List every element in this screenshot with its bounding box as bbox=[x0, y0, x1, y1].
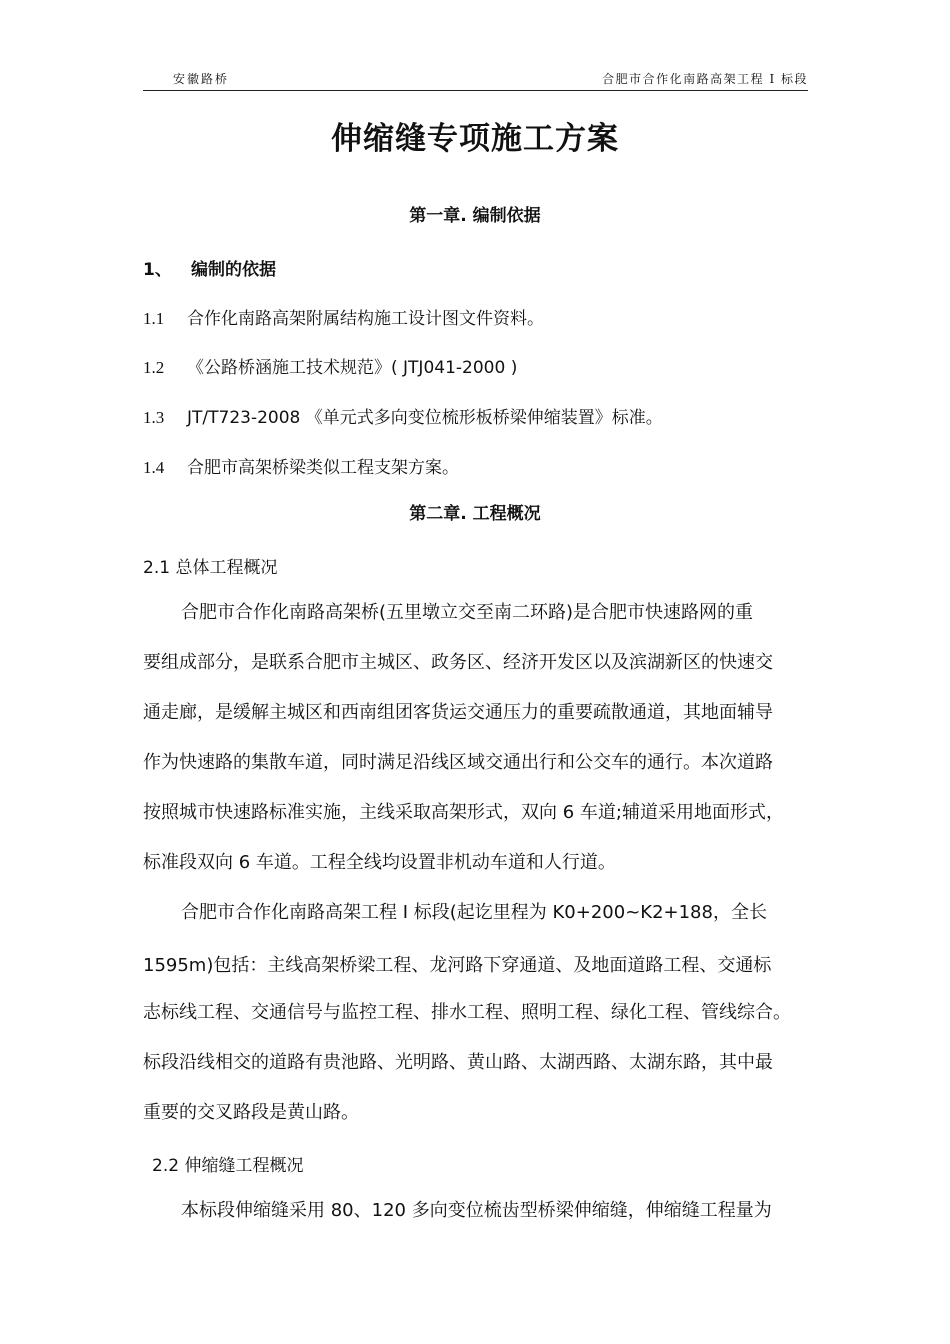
basis-item-number: 1.1 bbox=[143, 309, 165, 328]
paragraph-line: 按照城市快速路标准实施，主线采取高架形式，双向 6 车道;辅道采用地面形式， bbox=[143, 802, 784, 823]
basis-item bbox=[143, 353, 517, 378]
paragraph-line: 要组成部分，是联系合肥市主城区、政务区、经济开发区以及滨湖新区的快速交 bbox=[143, 652, 773, 673]
basis-item-text: 合作化南路高架附属结构施工设计图文件资料。 bbox=[187, 309, 544, 329]
section-1-title: 编制的依据 bbox=[191, 260, 276, 280]
paragraph-line: 本标段伸缩缝采用 80、120 多向变位梳齿型桥梁伸缩缝，伸缩缝工程量为 bbox=[181, 1200, 772, 1221]
paragraph-line: 重要的交叉路段是黄山路。 bbox=[143, 1102, 359, 1123]
paragraph-line: 标段沿线相交的道路有贵池路、光明路、黄山路、太湖西路、太湖东路，其中最 bbox=[143, 1052, 773, 1073]
section-2-1-title: 2.1 总体工程概况 bbox=[143, 558, 278, 578]
basis-item-text: 《公路桥涵施工技术规范》( JTJ041-2000 ) bbox=[187, 358, 518, 378]
document-title: 伸缩缝专项施工方案 bbox=[331, 121, 619, 157]
basis-item-number: 1.4 bbox=[143, 458, 165, 477]
paragraph-line: 志标线工程、交通信号与监控工程、排水工程、照明工程、绿化工程、管线综合。 bbox=[143, 1002, 791, 1023]
page-header bbox=[143, 66, 808, 91]
basis-item bbox=[143, 403, 663, 428]
paragraph-line: 合肥市合作化南路高架工程 I 标段(起讫里程为 K0+200~K2+188，全长 bbox=[181, 902, 767, 923]
chapter-2-heading: 第二章. 工程概况 bbox=[409, 504, 541, 524]
paragraph-line: 作为快速路的集散车道，同时满足沿线区域交通出行和公交车的通行。本次道路 bbox=[143, 752, 773, 773]
section-1-number: 1、 bbox=[143, 260, 172, 280]
paragraph-line: 1595m)包括：主线高架桥梁工程、龙河路下穿通道、及地面道路工程、交通标 bbox=[143, 955, 772, 976]
section-1-heading bbox=[143, 255, 276, 280]
chapter-1-heading: 第一章. 编制依据 bbox=[409, 206, 541, 226]
header-left: 安徽路桥 bbox=[173, 72, 230, 86]
basis-item-text: JT/T723-2008 《单元式多向变位梳形板桥梁伸缩装置》标准。 bbox=[187, 408, 663, 428]
paragraph-line: 合肥市合作化南路高架桥(五里墩立交至南二环路)是合肥市快速路网的重 bbox=[181, 602, 754, 623]
basis-item-number: 1.2 bbox=[143, 358, 165, 377]
basis-item bbox=[143, 304, 544, 329]
basis-item-text: 合肥市高架桥梁类似工程支架方案。 bbox=[187, 458, 459, 478]
basis-item bbox=[143, 453, 459, 478]
header-right: 合肥市合作化南路高架工程 I 标段 bbox=[602, 72, 808, 86]
paragraph-line: 通走廊，是缓解主城区和西南组团客货运交通压力的重要疏散通道，其地面辅导 bbox=[143, 702, 773, 723]
basis-item-number: 1.3 bbox=[143, 408, 165, 427]
paragraph-line: 标准段双向 6 车道。工程全线均设置非机动车道和人行道。 bbox=[143, 852, 616, 873]
section-2-2-title: 2.2 伸缩缝工程概况 bbox=[152, 1156, 304, 1176]
